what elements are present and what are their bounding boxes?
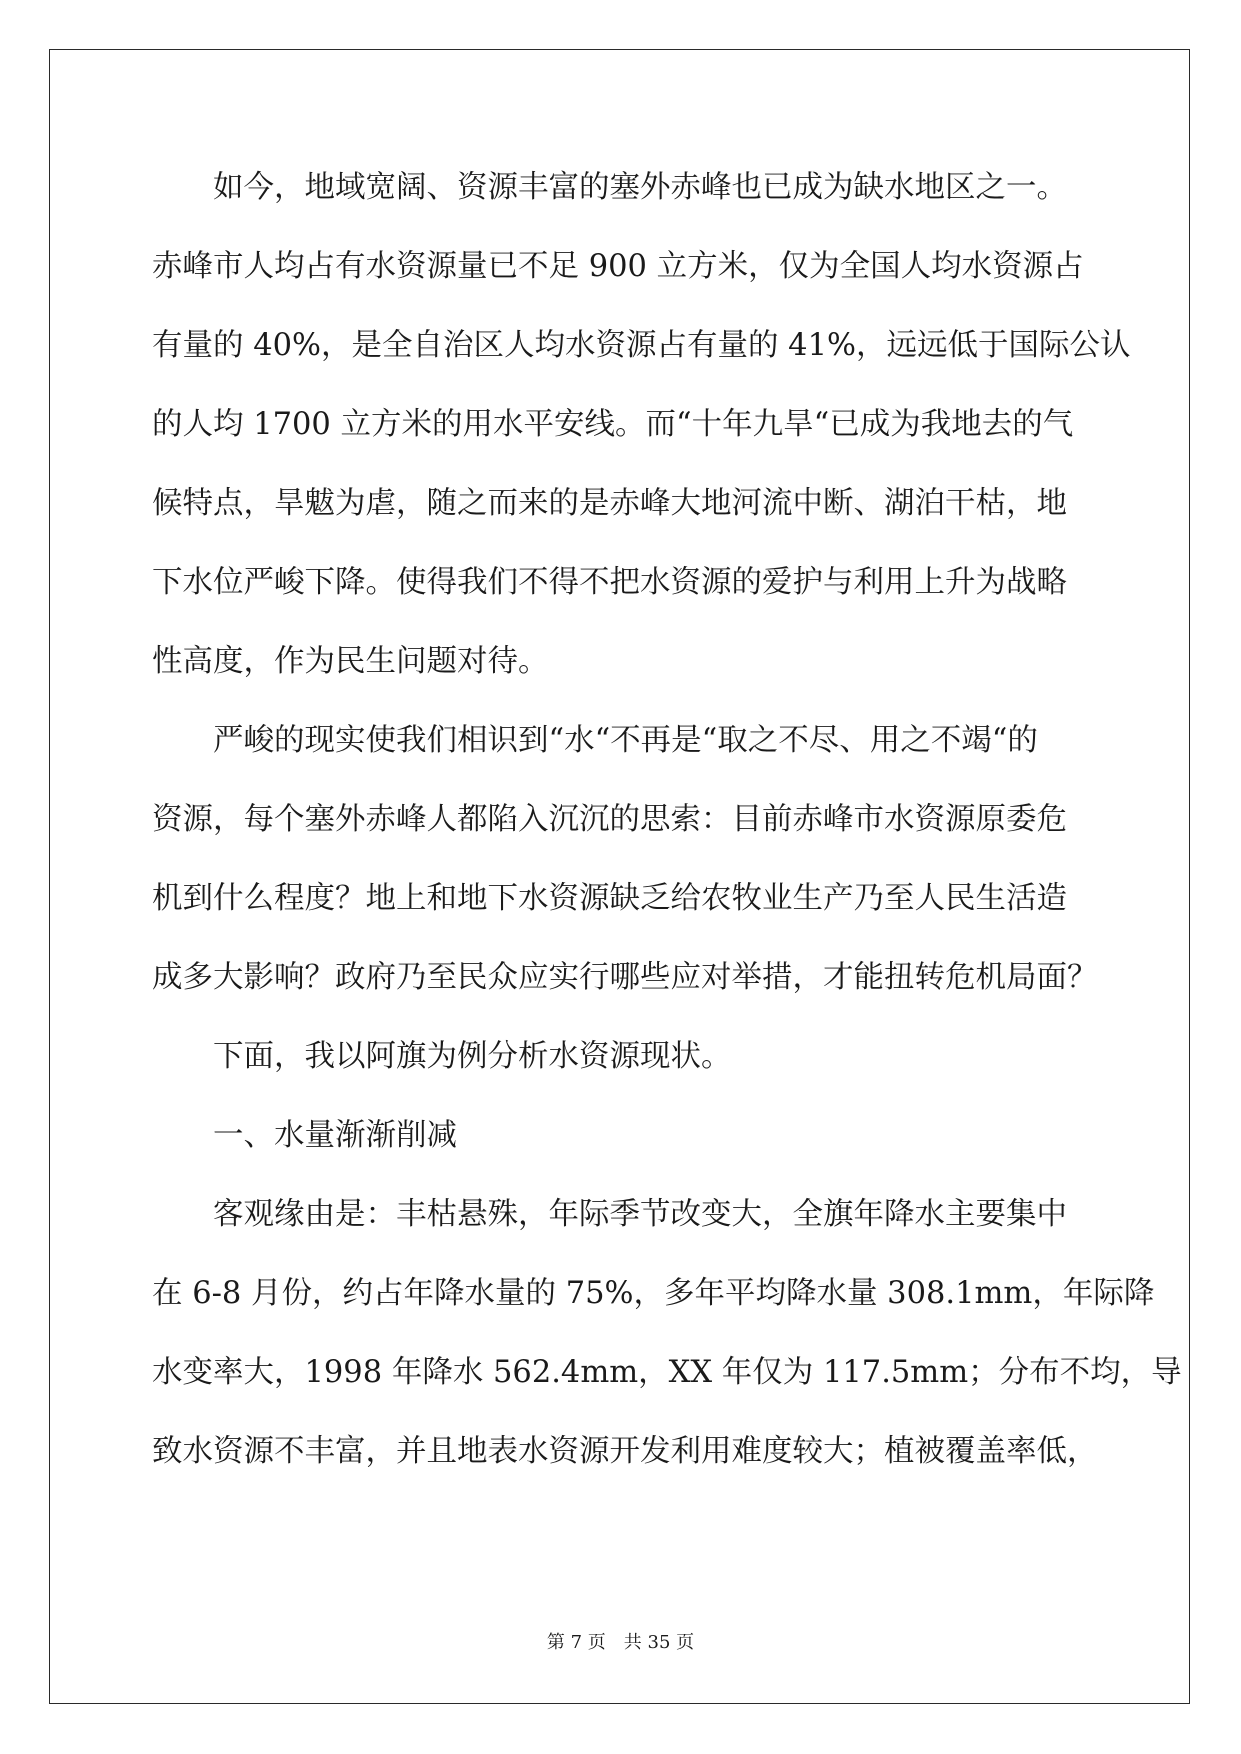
- paragraph-5-line-2: 在 6-8 月份，约占年降水量的 75%，多年平均降水量 308.1mm，年际降: [152, 1276, 1155, 1311]
- page-number-footer: 第 7 页 共 35 页: [546, 1632, 695, 1653]
- paragraph-1-line-3: 有量的 40%，是全自治区人均水资源占有量的 41%，远远低于国际公认: [152, 328, 1131, 363]
- paragraph-2-line-1: 严峻的现实使我们相识到“水“不再是“取之不尽、用之不竭“的: [213, 723, 1038, 758]
- paragraph-1-line-5: 候特点，旱魃为虐，随之而来的是赤峰大地河流中断、湖泊干枯，地: [152, 486, 1067, 521]
- paragraph-1-line-2: 赤峰市人均占有水资源量已不足 900 立方米，仅为全国人均水资源占: [152, 249, 1084, 284]
- paragraph-1-line-7: 性高度，作为民生问题对待。: [152, 644, 549, 679]
- paragraph-2-line-3: 机到什么程度？地上和地下水资源缺乏给农牧业生产乃至人民生活造: [152, 881, 1067, 916]
- paragraph-2-line-2: 资源，每个塞外赤峰人都陷入沉沉的思索：目前赤峰市水资源原委危: [152, 802, 1067, 837]
- paragraph-5-line-4: 致水资源不丰富，并且地表水资源开发利用难度较大；植被覆盖率低，: [152, 1434, 1098, 1469]
- section-heading: 一、水量渐渐削减: [213, 1118, 457, 1153]
- paragraph-1-line-4: 的人均 1700 立方米的用水平安线。而“十年九旱“已成为我地去的气: [152, 407, 1074, 442]
- paragraph-3-line-1: 下面，我以阿旗为例分析水资源现状。: [213, 1039, 732, 1074]
- paragraph-5-line-3: 水变率大，1998 年降水 562.4mm，XX 年仅为 117.5mm；分布不均，导: [152, 1355, 1182, 1390]
- paragraph-2-line-4: 成多大影响？政府乃至民众应实行哪些应对举措，才能扭转危机局面？: [152, 960, 1098, 995]
- paragraph-1-line-6: 下水位严峻下降。使得我们不得不把水资源的爱护与利用上升为战略: [152, 565, 1067, 600]
- paragraph-1-line-1: 如今，地域宽阔、资源丰富的塞外赤峰也已成为缺水地区之一。: [213, 170, 1067, 205]
- document-body: [152, 148, 1182, 1491]
- paragraph-5-line-1: 客观缘由是：丰枯悬殊，年际季节改变大，全旗年降水主要集中: [213, 1197, 1067, 1232]
